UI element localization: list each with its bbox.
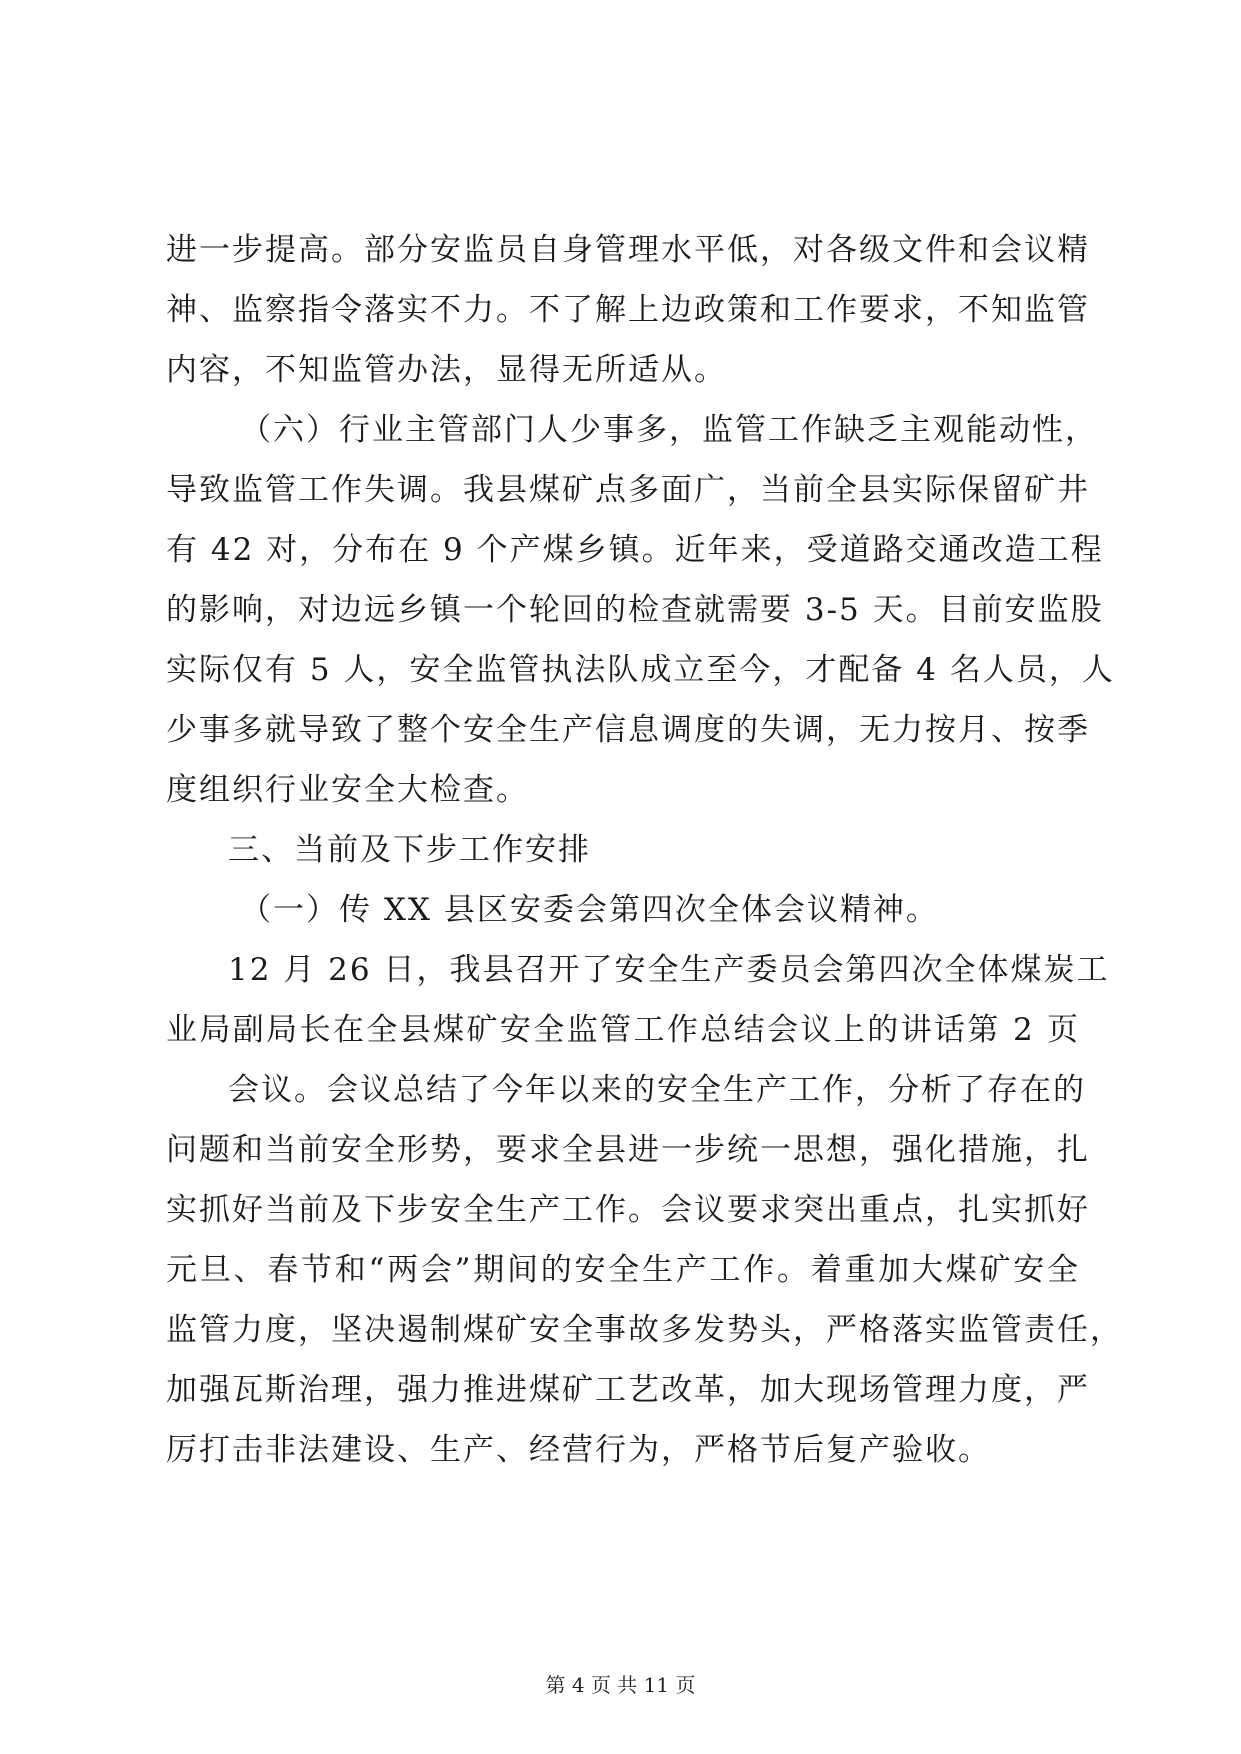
text-line: 进一步提高。部分安监员自身管理水平低，对各级文件和会议精	[166, 232, 1090, 268]
text-line: 12 月 26 日，我县召开了安全生产委员会第四次全体煤炭工	[228, 952, 1110, 988]
page-number: 第 4 页 共 11 页	[545, 1673, 696, 1697]
text-line: 度组织行业安全大检查。	[166, 772, 529, 808]
text-line: 实际仅有 5 人，安全监管执法队成立至今，才配备 4 名人员，人	[166, 652, 1115, 688]
text-line: 问题和当前安全形势，要求全县进一步统一思想，强化措施，扎	[166, 1132, 1090, 1168]
text-line: 厉打击非法建设、生产、经营行为，严格节后复产验收。	[166, 1432, 991, 1468]
text-line: 有 42 对，分布在 9 个产煤乡镇。近年来，受道路交通改造工程	[166, 532, 1104, 568]
text-line: 神、监察指令落实不力。不了解上边政策和工作要求，不知监管	[166, 292, 1090, 328]
text-line: 实抓好当前及下步安全生产工作。会议要求突出重点，扎实抓好	[166, 1192, 1090, 1228]
text-line: 监管力度，坚决遏制煤矿安全事故多发势头，严格落实监管责任，	[166, 1312, 1123, 1348]
text-line: （六）行业主管部门人少事多，监管工作缺乏主观能动性，	[240, 412, 1098, 448]
text-line: 会议。会议总结了今年以来的安全生产工作，分析了存在的	[228, 1072, 1086, 1108]
text-line: 内容，不知监管办法，显得无所适从。	[166, 352, 727, 388]
text-line: 的影响，对边远乡镇一个轮回的检查就需要 3-5 天。目前安监股	[166, 592, 1104, 628]
page-footer	[0, 1673, 1241, 1697]
body-text	[166, 220, 1123, 1480]
text-line: 导致监管工作失调。我县煤矿点多面广，当前全县实际保留矿井	[166, 472, 1090, 508]
subsection-heading: （一）传 XX 县区安委会第四次全体会议精神。	[240, 892, 939, 928]
section-heading: 三、当前及下步工作安排	[228, 832, 591, 868]
text-line: 元旦、春节和“两会”期间的安全生产工作。着重加大煤矿安全	[166, 1252, 1080, 1288]
text-line: 业局副局长在全县煤矿安全监管工作总结会议上的讲话第 2 页	[166, 1012, 1080, 1048]
text-line: 加强瓦斯治理，强力推进煤矿工艺改革，加大现场管理力度，严	[166, 1372, 1090, 1408]
text-line: 少事多就导致了整个安全生产信息调度的失调，无力按月、按季	[166, 712, 1090, 748]
